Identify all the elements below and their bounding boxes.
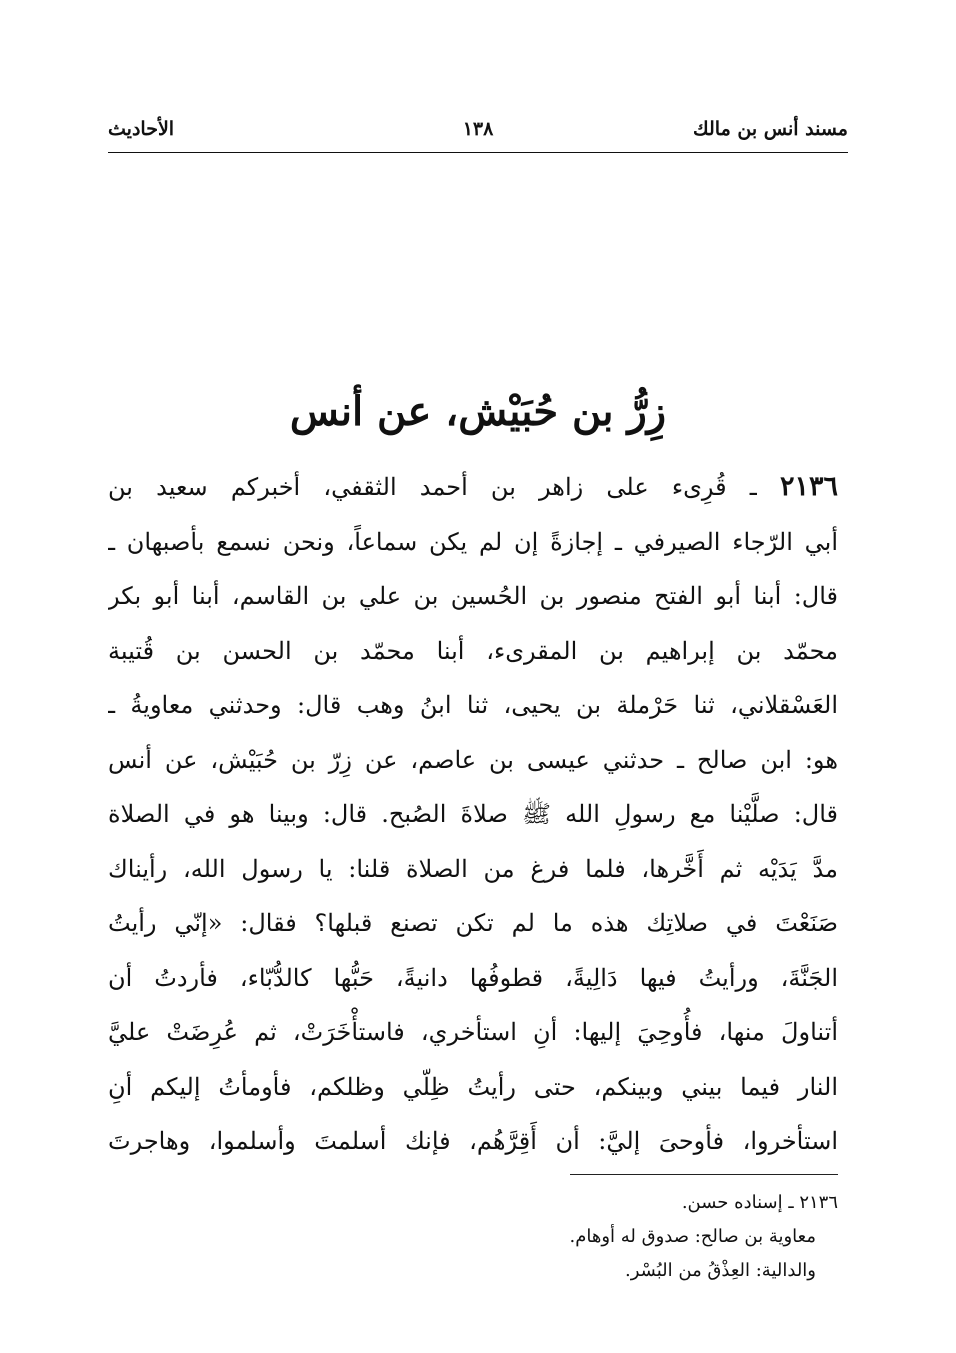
header-book-title: مسند أنس بن مالك xyxy=(693,118,848,140)
hadith-line: هو: ابن صالح ـ حدثني عيسى بن عاصم، عن زِرّ بن حُبَيْش، عن أنس xyxy=(108,745,838,774)
chapter-title: زِرُّ بن حُبَيْش، عن أنس xyxy=(289,388,667,435)
hadith-line: صَنَعْتَ في صلاتِك هذه ما لم تكن تصنع قبلها؟ فقال: «إنّي رأيتُ xyxy=(108,909,838,937)
header-section-title: الأحاديث xyxy=(108,118,175,140)
hadith-line: قال: أبنا أبو الفتح منصور بن الحُسين بن علي بن القاسم، أبنا أبو بكر xyxy=(108,582,838,610)
footnotes xyxy=(380,1186,838,1288)
hadith-line: الجَنَّةَ، ورأيتُ فيها دَالِيةً، قطوفُها دانيةً، حَبُّها كالدُّبّاء، فأردتُ أن xyxy=(108,963,838,992)
hadith-line: النار فيما بيني وبينكم، حتى رأيتُ ظِلّي وظلكم، فأومأتُ إليكم أنِ xyxy=(108,1072,838,1101)
hadith-line-text: ـ قُرِىء على زاهر بن أحمد الثقفي، أخبركم سعيد بن xyxy=(108,473,757,501)
hadith-text xyxy=(108,460,838,1169)
footnote-divider xyxy=(570,1174,838,1175)
hadith-line: أتناولَ منها، فأُوحِيَ إليها: أنِ استأخري، فاستأْخَرَتْ، ثم عُرِضَتْ عليَّ xyxy=(108,1018,838,1046)
footnote-line: ٢١٣٦ ـ إسناده حسن. xyxy=(681,1192,838,1213)
hadith-line: العَسْقلاني، ثنا حَرْملة بن يحيى، ثنا ابنُ وهب قال: وحدثني معاويةُ ـ xyxy=(108,691,838,719)
footnote-line: والدالية: العِذْقُ من البُسْر. xyxy=(625,1260,816,1281)
hadith-line xyxy=(108,460,838,515)
hadith-number: ٢١٣٦ xyxy=(779,471,838,502)
page-number: ١٣٨ xyxy=(462,118,494,140)
hadith-line: استأخروا، فأوحىَ إليَّ: أن أَقِرَّهُم، فإنك أسلمتَ وأسلموا، وهاجرتَ xyxy=(108,1127,838,1155)
hadith-line: قال: صلَّيْنا مع رسولِ الله ﷺ صلاةَ الصُبح. قال: وبينا هو في الصلاة xyxy=(108,800,838,828)
footnote-line: معاوية بن صالح: صدوق له أوهام. xyxy=(569,1226,816,1247)
running-header xyxy=(108,112,848,153)
hadith-line: مدَّ يَدَيْه ثم أَخَّرها، فلما فرغ من الصلاة قلنا: يا رسول الله، رأيناك xyxy=(108,854,838,883)
hadith-line: أبي الرّجاء الصيرفي ـ إجازةً إن لم يكن سماعاً، ونحن نسمع بأصبهان ـ xyxy=(108,527,838,556)
hadith-line: محمّد بن إبراهيم بن المقرىء، أبنا محمّد بن الحسن بن قُتيبة xyxy=(108,636,838,665)
